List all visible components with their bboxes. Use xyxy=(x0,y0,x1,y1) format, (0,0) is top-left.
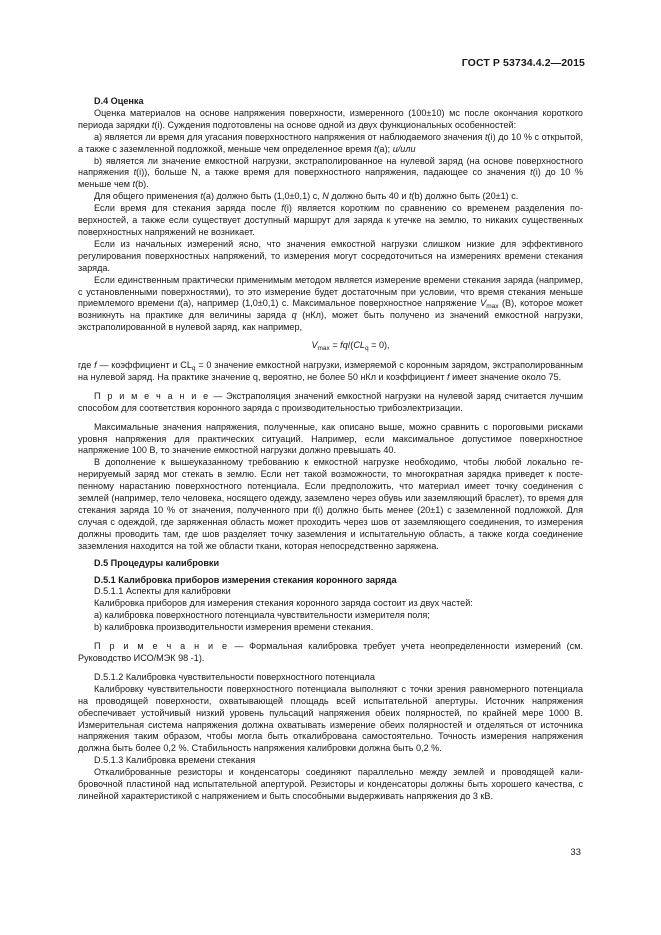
d4-general-application: Для общего применения t(a) должно быть (1,0±0,1) с, N должно быть 40 и t(b) должно быть (20±1) с. xyxy=(94,191,519,202)
d4-max-voltage: Максимальные значения напряжения, полученные, как описано выше, можно сравнить с пороговыми рисками уровня напряжения для практических ситуаций. Например, если максимальное допустимое поверхностное напряжение 100 В, то значение емкостной нагрузки должно превышать 40. xyxy=(78,421,583,456)
d4-additional-requirement: В дополнение к вышеуказанному требованию к емкостной нагрузке необходимо, чтобы любой локально генерируемый заряд мог стекать в землю. Если нет такой возможности, то многократная зарядка приведет к постепенному нарастанию поверхностного потенциала. Если предположить, что материал имеет точку соединения с землей (например, тело человека, носящего одежду, заземлено через обувь или заземляющий браслет), то время для стекания заряда 10 % от значения, полученного при t(i) должно быть менее (20±1) с заземленной подложкой. Для случая с одеждой, где заряженная область может проходить через шов от заземляющего соединения, то измерения должны проводить там, где шов разделяет точку заземления и испытательную область, а также когда соединение заземления находится на той же области ткани, которая непосредственно заряжена. xyxy=(78,457,583,551)
document-header: ГОСТ Р 53734.4.2—2015 xyxy=(461,57,585,69)
d511-text: Калибровка приборов для измерения стекания коронного заряда состоит из двух частей: xyxy=(94,598,473,609)
d4-item-a: a) является ли время для угасания поверхностного напряжения от наблюдаемого значения t(i) до 10 % с открытой, а также с заземленной подложкой, меньше чем определенное время t(a); и/или xyxy=(78,131,583,154)
d512-text: Калибровку чувствительности поверхностного потенциала выполняют с точки зрения равномерного потенциала на проводящей поверхности, охватывающей площадь всей испытательной апертуры. Источник напряжения обеспечивает устойчивый низкий уровень пульсаций напряжения обеих полярностей, по крайней мере 1000 В. Измерительная система напряжения должна охватывать измерение обеих полярностей и отделяться от источника напряжения таким образом, чтобы могла быть откалибрована самостоятельно. Точность измерения напряжения должна быть более 0,2 %. Стабильность напряжения калибровки должна быть 0,2 %. xyxy=(78,683,583,754)
section-d5-title: D.5 Процедуры калибровки xyxy=(94,557,220,568)
page-number: 33 xyxy=(570,847,581,858)
section-d512-title: D.5.1.2 Калибровка чувствительности поверхностного потенциала xyxy=(94,671,375,682)
section-d4-title: D.4 Оценка xyxy=(94,96,144,106)
d4-item-b: b) является ли значение емкостной нагрузки, экстраполированное на нулевой заряд (на основе поверхностного напряжения t(i)), больше N, а также время для поверхностного напряжения, падающее со значения t(i) до 10 % меньше чем t(b). xyxy=(78,155,584,190)
vmax-formula: $V_{max} = fq/(CL_q = 0)$, xyxy=(311,340,390,353)
d4-decay-paragraph: Если время для стекания заряда после f(i) является коротким по сравнению со временем разделения поверхностей, а также если существует доступный маршрут для заряда к утечке на землю, то никаких существенных поверхностных напряжений не возникает. xyxy=(78,203,583,237)
formula-explanation: где f — коэффициент и $CL_q = 0$ значение емкостной нагрузки, измеряемой с коронным зарядом, экстраполированным на нулевой заряд. На практике значение q, вероятно, не более 50 нКл и коэффициент f имеет значение около 75. xyxy=(78,360,583,382)
d4-initial-measurements: Если из начальных измерений ясно, что значения емкостной нагрузки слишком низкие для эффективного регулирования поверхностных напряжений, то измерения могут сосредоточиться на измерениях времени стекания заряда. xyxy=(78,238,583,273)
d511-item-b: b) калибровка производительности измерения времени стекания. xyxy=(94,622,374,633)
page-content xyxy=(78,96,583,803)
section-d51-title: D.5.1 Калибровка приборов измерения стекания коронного заряда xyxy=(94,574,397,585)
d4-note: П р и м е ч а н и е — Экстраполяция значений емкостной нагрузки на нулевой заряд считается лучшим способом для соответствия коронного заряда с производительностью трибоэлектризации. xyxy=(78,390,584,413)
d4-only-method: Если единственным практически применимым методом является измерение времени стекания заряда (например, с установленными поверхностями), то это измерение будет достаточным при условии, что время стекания меньше приемлемого времени t(a), например (1,0±0,1) с. Максимальное поверхностное напряжение $V_{max}$ (В), которое может возникнуть на практике для величины заряда q (нКл), может быть получено из значений емкостной нагрузки, экстраполированной в нулевой заряд, как например, xyxy=(78,274,583,333)
d511-item-a: a) калибровка поверхностного потенциала чувствительности измерителя поля; xyxy=(94,610,430,621)
d513-text: Откалиброванные резисторы и конденсаторы соединяют параллельно между землей и проводящей калибровочной пластиной над испытательной апертурой. Резисторы и конденсаторы должны быть хорошего качества, с линейной характеристикой с напряжением и быть способными выдерживать напряжения до 3 кВ. xyxy=(78,767,583,801)
section-d511-title: D.5.1.1 Аспекты для калибровки xyxy=(94,586,231,597)
d5-note: П р и м е ч а н и е — Формальная калибровка требует учета неопределенности измерений (см. Руководство ИСО/МЭК 98 -1). xyxy=(78,641,584,663)
d4-intro-paragraph: Оценка материалов на основе напряжения поверхности, измеренного (100±10) мс после окончания короткого периода зарядки t(i). Суждения подготовлены на основе одной из двух функциональных особенностей: xyxy=(78,107,583,130)
section-d513-title: D.5.1.3 Калибровка времени стекания xyxy=(94,755,256,766)
